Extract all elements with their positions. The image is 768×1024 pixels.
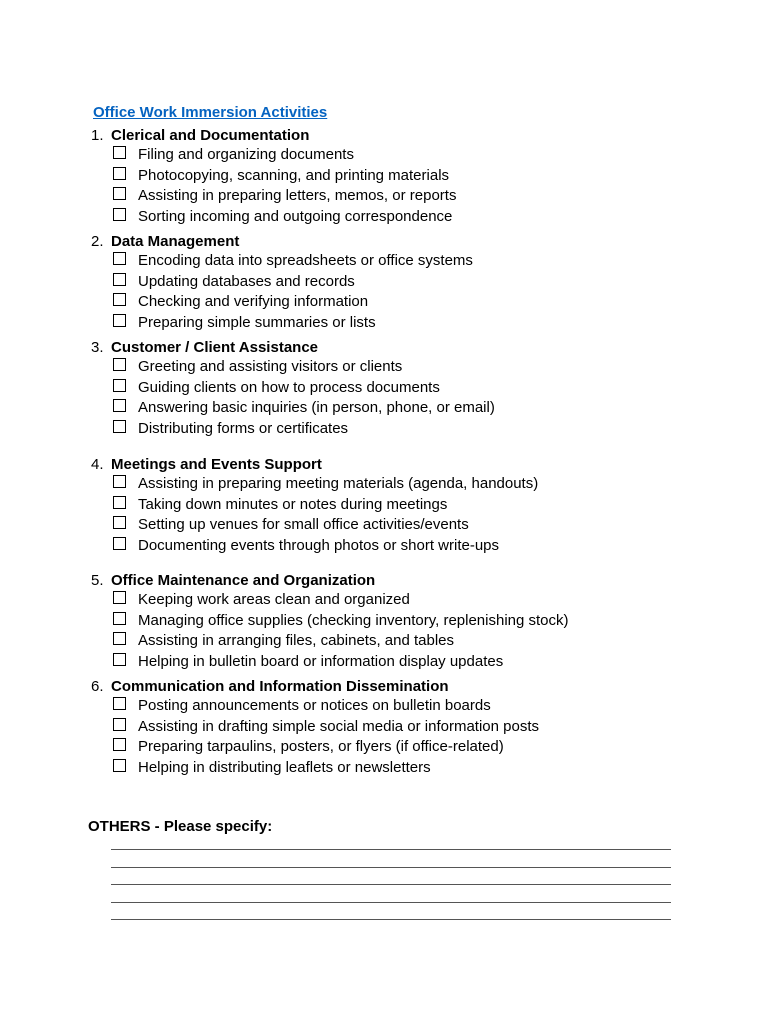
- item-label: Assisting in preparing letters, memos, or reports: [138, 187, 457, 205]
- item-label: Updating databases and records: [138, 272, 355, 290]
- item-label: Preparing tarpaulins, posters, or flyers (if office-related): [138, 738, 504, 756]
- checklist-item: [91, 398, 495, 419]
- checklist-item: [91, 251, 473, 272]
- checklist-item: [91, 631, 569, 652]
- section-title: Customer / Client Assistance: [111, 339, 319, 356]
- section-title: Clerical and Documentation: [111, 127, 310, 144]
- checklist-item: [91, 207, 456, 228]
- item-label: Assisting in preparing meeting materials (agenda, handouts): [138, 475, 539, 492]
- item-label: Assisting in drafting simple social media or information posts: [138, 717, 540, 735]
- section-meetings-events: [91, 456, 538, 556]
- item-label: Assisting in arranging files, cabinets, and tables: [138, 632, 455, 650]
- item-label: Sorting incoming and outgoing correspondence: [138, 207, 453, 225]
- checklist-item: [91, 474, 538, 495]
- checklist-item: [91, 292, 473, 313]
- section-office-maintenance: [91, 572, 569, 672]
- item-label: Guiding clients on how to process documents: [138, 378, 440, 396]
- checkbox[interactable]: [113, 591, 126, 604]
- checkbox[interactable]: [113, 314, 126, 327]
- checkbox[interactable]: [113, 167, 126, 180]
- write-in-line[interactable]: [111, 919, 671, 937]
- write-in-line[interactable]: [111, 867, 671, 885]
- checkbox[interactable]: [113, 537, 126, 550]
- section-number: 1.: [91, 127, 104, 144]
- item-label: Preparing simple summaries or lists: [138, 313, 376, 331]
- section-heading: [91, 339, 495, 357]
- checklist-item: [91, 313, 473, 334]
- checklist-item: [91, 186, 456, 207]
- others-write-in-area[interactable]: [111, 849, 671, 937]
- item-label: Checking and verifying information: [138, 293, 369, 311]
- checkbox[interactable]: [113, 420, 126, 433]
- item-label: Greeting and assisting visitors or clients: [138, 358, 403, 375]
- section-number: 2.: [91, 233, 104, 250]
- checklist-item: [91, 515, 538, 536]
- checklist-item: [91, 536, 538, 557]
- section-heading: [91, 456, 538, 474]
- section-number: 4.: [91, 456, 104, 473]
- section-title: Meetings and Events Support: [111, 456, 322, 473]
- checkbox[interactable]: [113, 612, 126, 625]
- checkbox[interactable]: [113, 759, 126, 772]
- others-label: OTHERS - Please specify:: [88, 818, 273, 835]
- section-number: 6.: [91, 678, 104, 695]
- section-heading: [91, 678, 539, 696]
- checkbox[interactable]: [113, 738, 126, 751]
- checkbox[interactable]: [113, 718, 126, 731]
- checklist-item: [91, 419, 495, 440]
- checklist-item: [91, 357, 495, 378]
- checklist-item: [91, 272, 473, 293]
- section-title: Communication and Information Dissemination: [111, 678, 449, 695]
- checklist-item: [91, 590, 569, 611]
- section-heading: [91, 233, 473, 251]
- document-title: Office Work Immersion Activities: [93, 104, 328, 121]
- section-heading: [91, 572, 569, 590]
- item-label: Managing office supplies (checking inventory, replenishing stock): [138, 611, 569, 629]
- checkbox[interactable]: [113, 146, 126, 159]
- write-in-line[interactable]: [111, 902, 671, 920]
- checklist-item: [91, 758, 539, 779]
- item-label: Documenting events through photos or short write-ups: [138, 536, 500, 554]
- section-clerical: [91, 127, 456, 227]
- checkbox[interactable]: [113, 208, 126, 221]
- write-in-line[interactable]: [111, 884, 671, 902]
- checklist-item: [91, 652, 569, 673]
- item-label: Setting up venues for small office activities/events: [138, 516, 469, 534]
- checklist-item: [91, 145, 456, 166]
- item-label: Filing and organizing documents: [138, 146, 354, 163]
- section-data-management: [91, 233, 473, 333]
- checklist-item: [91, 737, 539, 758]
- write-in-line[interactable]: [111, 849, 671, 867]
- checklist-item: [91, 495, 538, 516]
- section-number: 5.: [91, 572, 104, 589]
- checklist-item: [91, 717, 539, 738]
- checkbox[interactable]: [113, 697, 126, 710]
- item-label: Keeping work areas clean and organized: [138, 591, 410, 608]
- checkbox[interactable]: [113, 293, 126, 306]
- checklist-item: [91, 166, 456, 187]
- checkbox[interactable]: [113, 653, 126, 666]
- checkbox[interactable]: [113, 399, 126, 412]
- section-title: Data Management: [111, 233, 240, 250]
- checkbox[interactable]: [113, 379, 126, 392]
- checklist-item: [91, 378, 495, 399]
- item-label: Answering basic inquiries (in person, phone, or email): [138, 399, 495, 417]
- checklist-item: [91, 696, 539, 717]
- item-label: Distributing forms or certificates: [138, 419, 349, 437]
- item-label: Taking down minutes or notes during meetings: [138, 495, 448, 513]
- item-label: Helping in distributing leaflets or newsletters: [138, 758, 431, 776]
- checkbox[interactable]: [113, 252, 126, 265]
- checkbox[interactable]: [113, 358, 126, 371]
- item-label: Helping in bulletin board or information display updates: [138, 652, 504, 670]
- checkbox[interactable]: [113, 516, 126, 529]
- item-label: Photocopying, scanning, and printing materials: [138, 166, 450, 184]
- item-label: Encoding data into spreadsheets or office systems: [138, 252, 473, 269]
- item-label: Posting announcements or notices on bulletin boards: [138, 697, 491, 714]
- section-title: Office Maintenance and Organization: [111, 572, 376, 589]
- section-client-assistance: [91, 339, 495, 439]
- section-number: 3.: [91, 339, 104, 356]
- checkbox[interactable]: [113, 187, 126, 200]
- section-heading: [91, 127, 456, 145]
- checkbox[interactable]: [113, 273, 126, 286]
- section-communication: [91, 678, 539, 778]
- checklist-item: [91, 611, 569, 632]
- checkbox[interactable]: [113, 496, 126, 509]
- checkbox[interactable]: [113, 475, 126, 488]
- checkbox[interactable]: [113, 632, 126, 645]
